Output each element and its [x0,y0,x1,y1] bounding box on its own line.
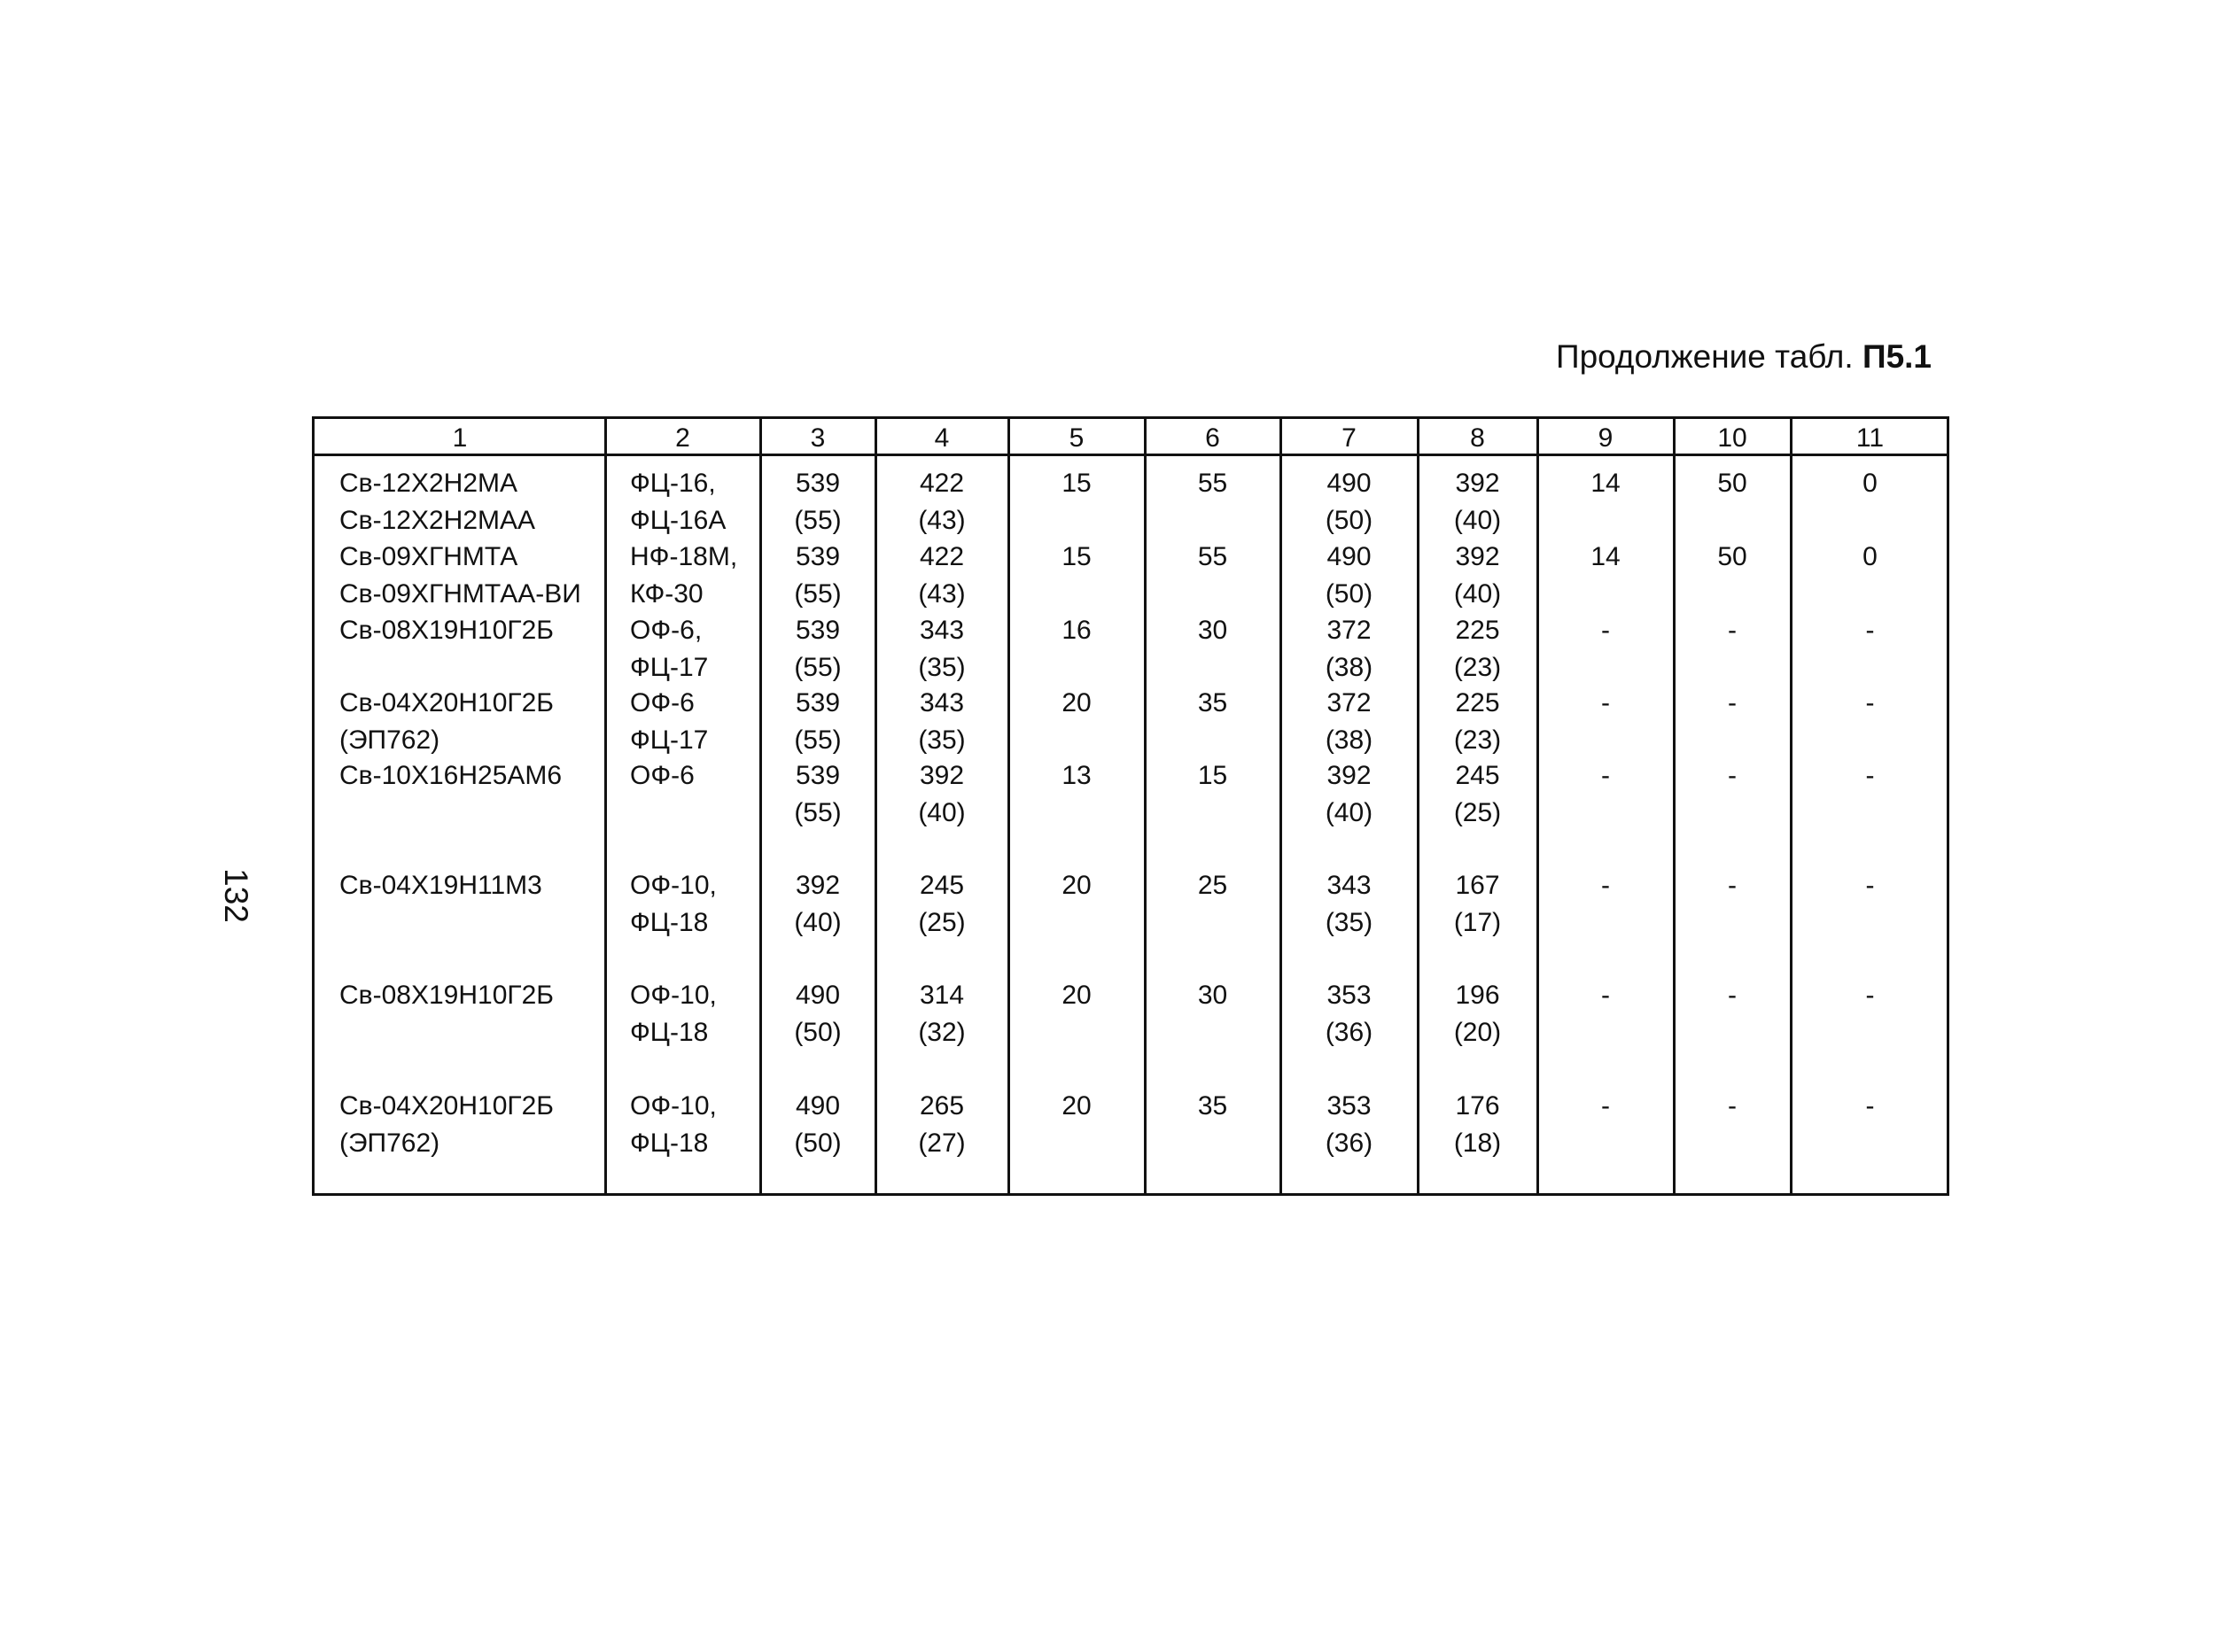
table-cell-col10 [1674,685,1791,722]
table-header-row [315,419,1947,456]
cell-line: ФЦ-18 [630,1128,709,1158]
table-cell-col5 [1008,465,1145,502]
cell-line: 25 [1197,871,1228,900]
page-number: 132 [217,868,254,923]
cell-line: (55) [794,798,842,827]
table-cell-col6 [1145,465,1280,502]
table-cell-col7 [1280,977,1418,1051]
cell-line: 490 [795,981,841,1010]
cell-line: - [1865,761,1875,790]
table-cell-col3 [760,757,875,832]
table-cell-col10 [1674,612,1791,649]
cell-line: ОФ-6, [630,616,703,645]
cell-line: 176 [1455,1091,1500,1121]
table-cell-col9 [1537,977,1674,1014]
table-cell-col5 [1008,867,1145,904]
table-cell-col3 [760,977,875,1051]
cell-line: 392 [1455,469,1500,498]
cell-line: Св-12Х2Н2МА [339,469,518,498]
cell-line: (40) [1453,506,1502,535]
cell-line: (38) [1325,725,1373,755]
cell-line: Св-04Х20Н10Г2Б [339,688,554,717]
cell-line: 539 [795,761,841,790]
table-cell-col4 [875,685,1008,759]
table-cell-col1 [315,867,605,904]
table-cell-col8 [1418,539,1537,613]
table-cell-col3 [760,465,875,539]
cell-line: 372 [1326,688,1372,717]
table-cell-col9 [1537,757,1674,795]
cell-line: (36) [1325,1018,1373,1047]
cell-line: (50) [1325,579,1373,609]
cell-line: 539 [795,616,841,645]
cell-line: - [1865,616,1875,645]
table-cell-col3 [760,867,875,942]
cell-line: - [1728,871,1737,900]
cell-line: 16 [1061,616,1092,645]
caption-table-ref: П5.1 [1862,338,1932,375]
cell-line: - [1728,761,1737,790]
table-cell-col6 [1145,685,1280,722]
table-cell-col1 [315,465,605,539]
table-cell-col5 [1008,1088,1145,1125]
cell-line: (17) [1453,908,1502,937]
cell-line: 13 [1061,761,1092,790]
table-cell-col8 [1418,867,1537,942]
table-cell-col6 [1145,867,1280,904]
table-cell-col11 [1791,685,1949,722]
cell-line: 392 [1455,542,1500,571]
header-cell-3: 3 [810,423,826,453]
cell-line: (36) [1325,1128,1373,1158]
cell-line: 30 [1197,616,1228,645]
cell-line: (55) [794,506,842,535]
header-cell-9: 9 [1598,423,1614,453]
cell-line: 265 [919,1091,965,1121]
cell-line: 0 [1862,469,1878,498]
cell-line: - [1865,871,1875,900]
table-cell-col2 [605,867,760,942]
table-cell-col9 [1537,539,1674,576]
table-cell-col6 [1145,757,1280,795]
cell-line: 50 [1717,542,1747,571]
table-cell-col10 [1674,465,1791,502]
table-cell-col5 [1008,977,1145,1014]
cell-line: 14 [1590,469,1621,498]
cell-line: (40) [1325,798,1373,827]
cell-line: (35) [918,725,966,755]
table-cell-col9 [1537,867,1674,904]
cell-line: (50) [794,1018,842,1047]
cell-line: - [1601,981,1610,1010]
table-cell-col8 [1418,612,1537,686]
cell-line: (20) [1453,1018,1502,1047]
cell-line: ОФ-6 [630,688,695,717]
table-cell-col10 [1674,757,1791,795]
table-cell-col7 [1280,1088,1418,1162]
header-cell-8: 8 [1470,423,1485,453]
cell-line: - [1865,1091,1875,1121]
cell-line: 314 [919,981,965,1010]
table-cell-col11 [1791,867,1949,904]
table-cell-col6 [1145,1088,1280,1125]
cell-line: Св-08Х19Н10Г2Б [339,981,554,1010]
table-cell-col2 [605,539,760,613]
cell-line: (32) [918,1018,966,1047]
cell-line: (43) [918,506,966,535]
cell-line: (25) [918,908,966,937]
cell-line: НФ-18М, [630,542,738,571]
cell-line: - [1601,761,1610,790]
header-cell-10: 10 [1717,423,1747,453]
table-cell-col11 [1791,757,1949,795]
cell-line: 15 [1061,542,1092,571]
cell-line: 20 [1061,688,1092,717]
cell-line: 20 [1061,981,1092,1010]
cell-line: (18) [1453,1128,1502,1158]
table-cell-col1 [315,1088,605,1162]
cell-line: Св-09ХГНМТА [339,542,518,571]
table-cell-col5 [1008,612,1145,649]
cell-line: (23) [1453,725,1502,755]
cell-line: 167 [1455,871,1500,900]
cell-line: 422 [919,542,965,571]
header-cell-11: 11 [1855,423,1885,453]
table-cell-col4 [875,465,1008,539]
cell-line: ОФ-6 [630,761,695,790]
cell-line: 490 [1326,469,1372,498]
table-cell-col5 [1008,539,1145,576]
cell-line: 14 [1590,542,1621,571]
cell-line: - [1728,616,1737,645]
header-cell-6: 6 [1205,423,1220,453]
cell-line: - [1728,1091,1737,1121]
cell-line: (40) [1453,579,1502,609]
cell-line: 196 [1455,981,1500,1010]
cell-line: ФЦ-16, [630,469,716,498]
table-cell-col8 [1418,685,1537,759]
cell-line: (ЭП762) [339,1128,440,1158]
header-cell-5: 5 [1069,423,1085,453]
cell-line: 55 [1197,469,1228,498]
cell-line: 245 [919,871,965,900]
table-cell-col8 [1418,465,1537,539]
data-table [312,416,1949,1196]
table-cell-col7 [1280,867,1418,942]
cell-line: ФЦ-18 [630,908,709,937]
table-cell-col9 [1537,685,1674,722]
header-cell-4: 4 [934,423,950,453]
table-cell-col5 [1008,757,1145,795]
table-cell-col1 [315,612,605,649]
cell-line: ФЦ-18 [630,1018,709,1047]
cell-line: (55) [794,725,842,755]
table-cell-col4 [875,539,1008,613]
cell-line: ФЦ-17 [630,725,709,755]
cell-line: 392 [1326,761,1372,790]
cell-line: ФЦ-16А [630,506,727,535]
table-cell-col10 [1674,977,1791,1014]
cell-line: (27) [918,1128,966,1158]
cell-line: 539 [795,469,841,498]
cell-line: 245 [1455,761,1500,790]
cell-line: (ЭП762) [339,725,440,755]
table-cell-col3 [760,685,875,759]
table-cell-col4 [875,977,1008,1051]
column-divider [1673,419,1676,1193]
cell-line: - [1601,871,1610,900]
cell-line: (43) [918,579,966,609]
cell-line: 343 [1326,871,1372,900]
table-cell-col8 [1418,977,1537,1051]
cell-line: ОФ-10, [630,871,717,900]
table-cell-col7 [1280,757,1418,832]
table-cell-col10 [1674,1088,1791,1125]
cell-line: (55) [794,653,842,682]
cell-line: (55) [794,579,842,609]
cell-line: 30 [1197,981,1228,1010]
cell-line: Св-04Х20Н10Г2Б [339,1091,554,1121]
table-cell-col2 [605,977,760,1051]
table-cell-col11 [1791,977,1949,1014]
table-cell-col2 [605,1088,760,1162]
table-cell-col7 [1280,539,1418,613]
cell-line: - [1865,688,1875,717]
table-cell-col5 [1008,685,1145,722]
cell-line: (25) [1453,798,1502,827]
table-cell-col1 [315,539,605,613]
table-cell-col10 [1674,867,1791,904]
cell-line: 0 [1862,542,1878,571]
cell-line: - [1601,616,1610,645]
cell-line: - [1601,1091,1610,1121]
table-cell-col2 [605,465,760,539]
cell-line: 35 [1197,688,1228,717]
table-cell-col11 [1791,612,1949,649]
table-cell-col7 [1280,685,1418,759]
cell-line: 225 [1455,688,1500,717]
cell-line: 422 [919,469,965,498]
table-cell-col1 [315,977,605,1014]
cell-line: Св-10Х16Н25АМ6 [339,761,563,790]
cell-line: 539 [795,542,841,571]
table-cell-col7 [1280,465,1418,539]
cell-line: 50 [1717,469,1747,498]
table-cell-col6 [1145,977,1280,1014]
table-cell-col3 [760,539,875,613]
cell-line: 20 [1061,1091,1092,1121]
table-cell-col2 [605,757,760,795]
table-cell-col11 [1791,1088,1949,1125]
cell-line: 20 [1061,871,1092,900]
cell-line: Св-08Х19Н10Г2Б [339,616,554,645]
table-cell-col1 [315,757,605,795]
cell-line: 225 [1455,616,1500,645]
table-cell-col6 [1145,539,1280,576]
cell-line: Св-04Х19Н11М3 [339,871,542,900]
cell-line: 392 [795,871,841,900]
table-cell-col7 [1280,612,1418,686]
cell-line: (40) [794,908,842,937]
table-cell-col3 [760,612,875,686]
cell-line: - [1728,981,1737,1010]
cell-line: (38) [1325,653,1373,682]
cell-line: Св-09ХГНМТАА-ВИ [339,579,581,609]
table-cell-col9 [1537,465,1674,502]
caption-prefix: Продолжение табл. [1556,338,1862,375]
cell-line: 490 [1326,542,1372,571]
cell-line: 35 [1197,1091,1228,1121]
table-cell-col11 [1791,465,1949,502]
column-divider [1790,419,1792,1193]
table-cell-col9 [1537,1088,1674,1125]
table-caption [1506,338,1932,376]
cell-line: 343 [919,688,965,717]
cell-line: 353 [1326,981,1372,1010]
table-cell-col2 [605,685,760,759]
cell-line: 392 [919,761,965,790]
table-cell-col3 [760,1088,875,1162]
table-cell-col4 [875,867,1008,942]
cell-line: КФ-30 [630,579,704,609]
cell-line: 55 [1197,542,1228,571]
table-cell-col11 [1791,539,1949,576]
cell-line: Св-12Х2Н2МАА [339,506,536,535]
cell-line: (23) [1453,653,1502,682]
cell-line: (35) [918,653,966,682]
cell-line: 15 [1061,469,1092,498]
cell-line: (50) [794,1128,842,1158]
cell-line: 343 [919,616,965,645]
table-cell-col4 [875,1088,1008,1162]
cell-line: ФЦ-17 [630,653,709,682]
table-cell-col6 [1145,612,1280,649]
cell-line: 353 [1326,1091,1372,1121]
cell-line: 539 [795,688,841,717]
table-cell-col8 [1418,757,1537,832]
table-cell-col9 [1537,612,1674,649]
column-divider [1144,419,1147,1193]
cell-line: (50) [1325,506,1373,535]
cell-line: - [1865,981,1875,1010]
table-cell-col8 [1418,1088,1537,1162]
header-cell-2: 2 [675,423,690,453]
table-cell-col4 [875,612,1008,686]
table-cell-col4 [875,757,1008,832]
header-cell-7: 7 [1341,423,1357,453]
header-cell-1: 1 [452,423,468,453]
cell-line: - [1601,688,1610,717]
cell-line: 372 [1326,616,1372,645]
cell-line: 490 [795,1091,841,1121]
cell-line: (35) [1325,908,1373,937]
cell-line: (40) [918,798,966,827]
table-cell-col1 [315,685,605,759]
cell-line: 15 [1197,761,1228,790]
table-cell-col2 [605,612,760,686]
cell-line: - [1728,688,1737,717]
cell-line: ОФ-10, [630,981,717,1010]
cell-line: ОФ-10, [630,1091,717,1121]
table-cell-col10 [1674,539,1791,576]
